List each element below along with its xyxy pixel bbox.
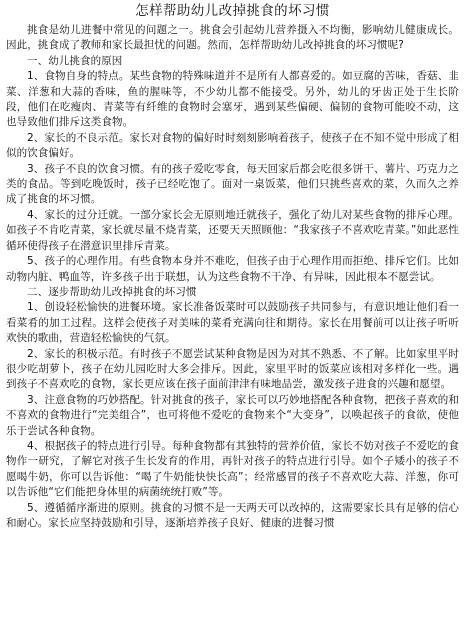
intro-paragraph: 挑食是幼儿进餐中常见的问题之一。挑食会引起幼儿营养摄入不均衡，影响幼儿健康成长。因此，挑食成了教师和家长最担忧的问题。然而，怎样帮助幼儿改掉挑食的坏习惯呢? bbox=[6, 24, 459, 52]
cause-item-4: 4、家长的过分迁就。一部分家长会无原则地迁就孩子，强化了幼儿对某些食物的排斥心理。如孩子不肯吃青菜，家长就尽量不烧青菜，还要天天照顾他：“我家孩子不喜欢吃青菜。”如此恶性循环使得孩子在潜意识里排斥青菜。 bbox=[6, 208, 459, 252]
solution-item-2: 2、家长的积极示范。有时孩子不愿尝试某种食物是因为对其不熟悉、不了解。比如家里平时很少吃胡萝卜，孩子在幼儿园吃时大多会排斥。因此，家里平时的饭菜应该相对多样化一些。遇到孩子不喜欢吃的食物，家长更应该在孩子面前津津有味地品尝，激发孩子进食的兴趣和愿望。 bbox=[6, 347, 459, 391]
section-heading-causes: 一、幼儿挑食的原因 bbox=[27, 54, 123, 67]
cause-item-5: 5、孩子的心理作用。有些食物本身并不难吃，但孩子由于心理作用而拒绝、排斥它们。比如动物内脏、鸭血等，许多孩子出于联想，认为这些食物不干净、有异味，因此根本不愿尝试。 bbox=[6, 255, 459, 283]
article-title: 怎样帮助幼儿改掉挑食的坏习惯 bbox=[135, 3, 330, 19]
cause-item-2: 2、家长的不良示范。家长对食物的偏好时时刻刻影响着孩子，使孩子在不知不觉中形成了相似的饮食偏好。 bbox=[6, 131, 459, 160]
closing-paragraph: 5、遵循循序渐进的原则。挑食的习惯不是一天两天可以改掉的，这需要家长具有足够的信心和耐心。家长应坚持鼓励和引导，逐渐培养孩子良好、健康的进餐习惯 bbox=[6, 501, 459, 529]
cause-item-1: 1、食物自身的特点。某些食物的特殊味道并不是所有人都喜爱的。如豆腐的苦味，香菇、韭菜、洋葱和大蒜的香味，鱼的腥味等，不少幼儿都不能接受。另外，幼儿的牙齿正处于生长阶段，他们在吃瘦肉、青菜等有纤维的食物时会塞牙，遇到某些偏硬、偏韧的食物可能咬不动，这也导致他们排斥这类食物。 bbox=[6, 70, 459, 129]
solution-item-4: 4、根据孩子的特点进行引导。每种食物都有其独特的营养价值，家长不妨对孩子不爱吃的食物作一研究，了解它对孩子生长发育的作用，再针对孩子的特点进行引导。如个子矮小的孩子不愿喝牛奶，你可以告诉他：“喝了牛奶能快快长高”；经常感冒的孩子不喜欢吃大蒜、洋葱，你可以告诉他“它们能把身体里的病菌统统打败”等。 bbox=[6, 439, 459, 499]
section-heading-solutions: 二、逐步帮助幼儿改掉挑食的坏习惯 bbox=[27, 285, 197, 298]
solution-item-1: 1、创设轻松愉快的进餐环境。家长准备饭菜时可以鼓励孩子共同参与，有意识地让他们看一看菜肴的加工过程。这样会使孩子对美味的菜肴充满向往和期待。家长在用餐前可以让孩子听听欢快的歌曲，营造轻松愉快的气氛。 bbox=[6, 301, 459, 345]
solution-item-3: 3、注意食物的巧妙搭配。针对挑食的孩子，家长可以巧妙地搭配各种食物，把孩子喜欢的和不喜欢的食物进行“完美组合”，也可将他不爱吃的食物来个“大变身”，以唤起孩子的食欲，使他乐于尝试各种食物。 bbox=[6, 393, 459, 437]
cause-item-3: 3、孩子不良的饮食习惯。有的孩子爱吃零食，每天回家后都会吃很多饼干、薯片、巧克力之类的食品。等到吃晚饭时，孩子已经吃饱了。面对一桌饭菜，他们只挑些喜欢的菜，久而久之养成了挑食的坏习惯。 bbox=[6, 162, 459, 206]
